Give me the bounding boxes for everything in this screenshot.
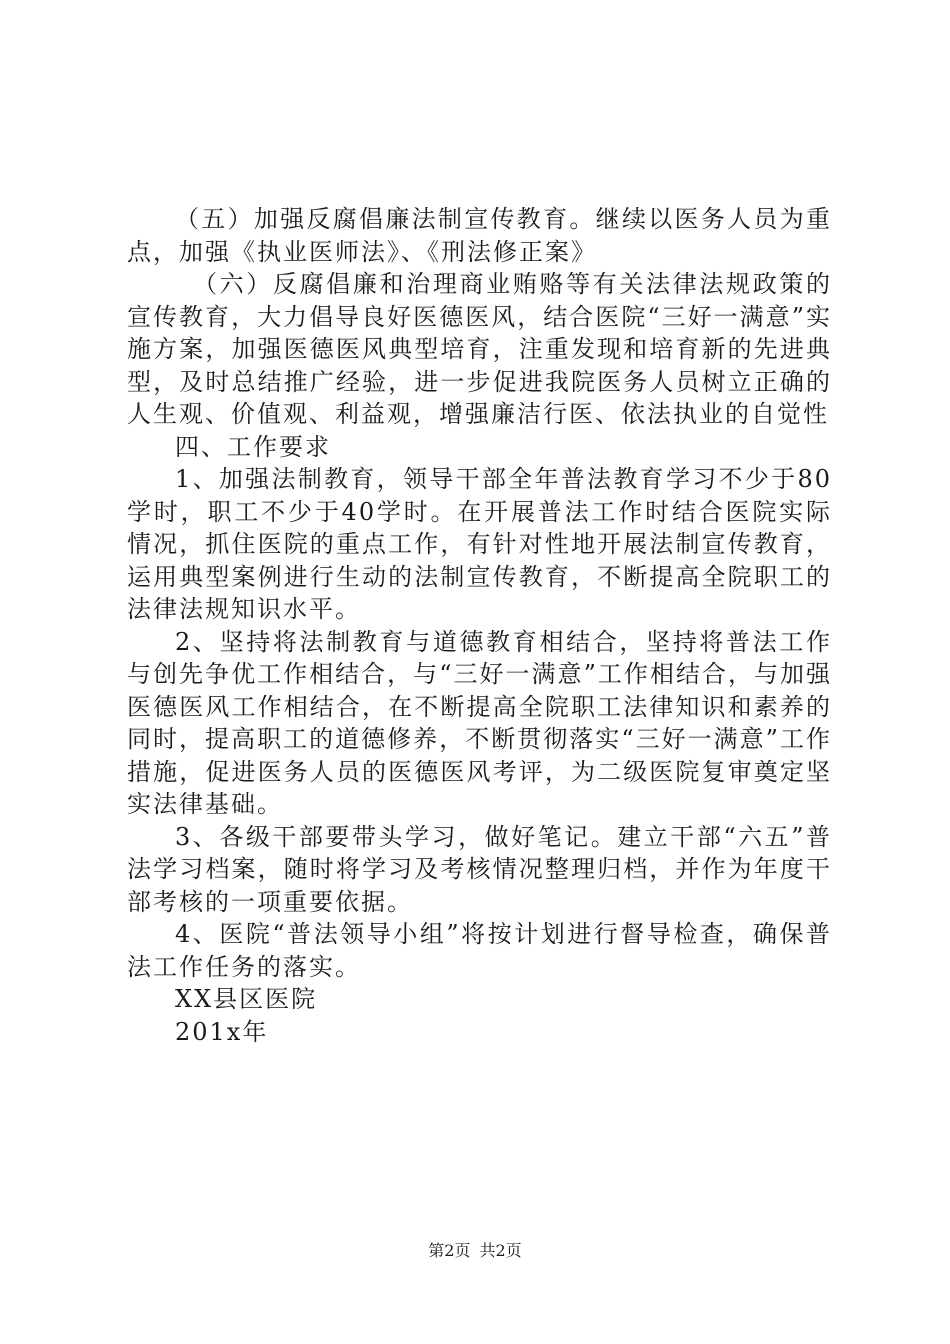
requirement-2: 2、坚持将法制教育与道德教育相结合，坚持将普法工作与创先争优工作相结合，与“三好一满意”工作相结合，与加强医德医风工作相结合，在不断提高全院职工法律知识和素养的同时，提高职工的道德修养，不断贯彻落实“三好一满意”工作措施，促进医务人员的医德医风考评，为二级医院复审奠定坚实法律基础。 (127, 627, 832, 818)
signature-organization: XX县区医院 (175, 985, 318, 1013)
requirement-4: 4、医院“普法领导小组”将按计划进行督导检查，确保普法工作任务的落实。 (127, 920, 832, 981)
page-footer (0, 1240, 950, 1262)
page-total: 共2页 (479, 1241, 522, 1260)
requirement-1: 1、加强法制教育，领导干部全年普法教育学习不少于80学时，职工不少于40学时。在开展普法工作时结合医院实际情况，抓住医院的重点工作，有针对性地开展法制宣传教育，运用典型案例进行生动的法制宣传教育，不断提高全院职工的法律法规知识水平。 (127, 465, 832, 623)
section-heading-work-requirements: 四、工作要求 (175, 432, 331, 461)
page-number: 第2页 (428, 1241, 471, 1260)
signature-date: 201x年 (175, 1017, 269, 1046)
paragraph-item-5: （五）加强反腐倡廉法制宣传教育。继续以医务人员为重点，加强《执业医师法》、《刑法修正案》 (127, 205, 832, 266)
paragraph-item-6: （六）反腐倡廉和治理商业贿赂等有关法律法规政策的宣传教育，大力倡导良好医德医风，结合医院“三好一满意”实施方案，加强医德医风典型培育，注重发现和培育新的先进典型，及时总结推广经验，进一步促进我院医务人员树立正确的人生观、价值观、利益观，增强廉洁行医、依法执业的自觉性 (127, 270, 832, 428)
document-body (127, 203, 832, 1048)
requirement-3: 3、各级干部要带头学习，做好笔记。建立干部“六五”普法学习档案，随时将学习及考核情况整理归档，并作为年度干部考核的一项重要依据。 (127, 822, 832, 916)
